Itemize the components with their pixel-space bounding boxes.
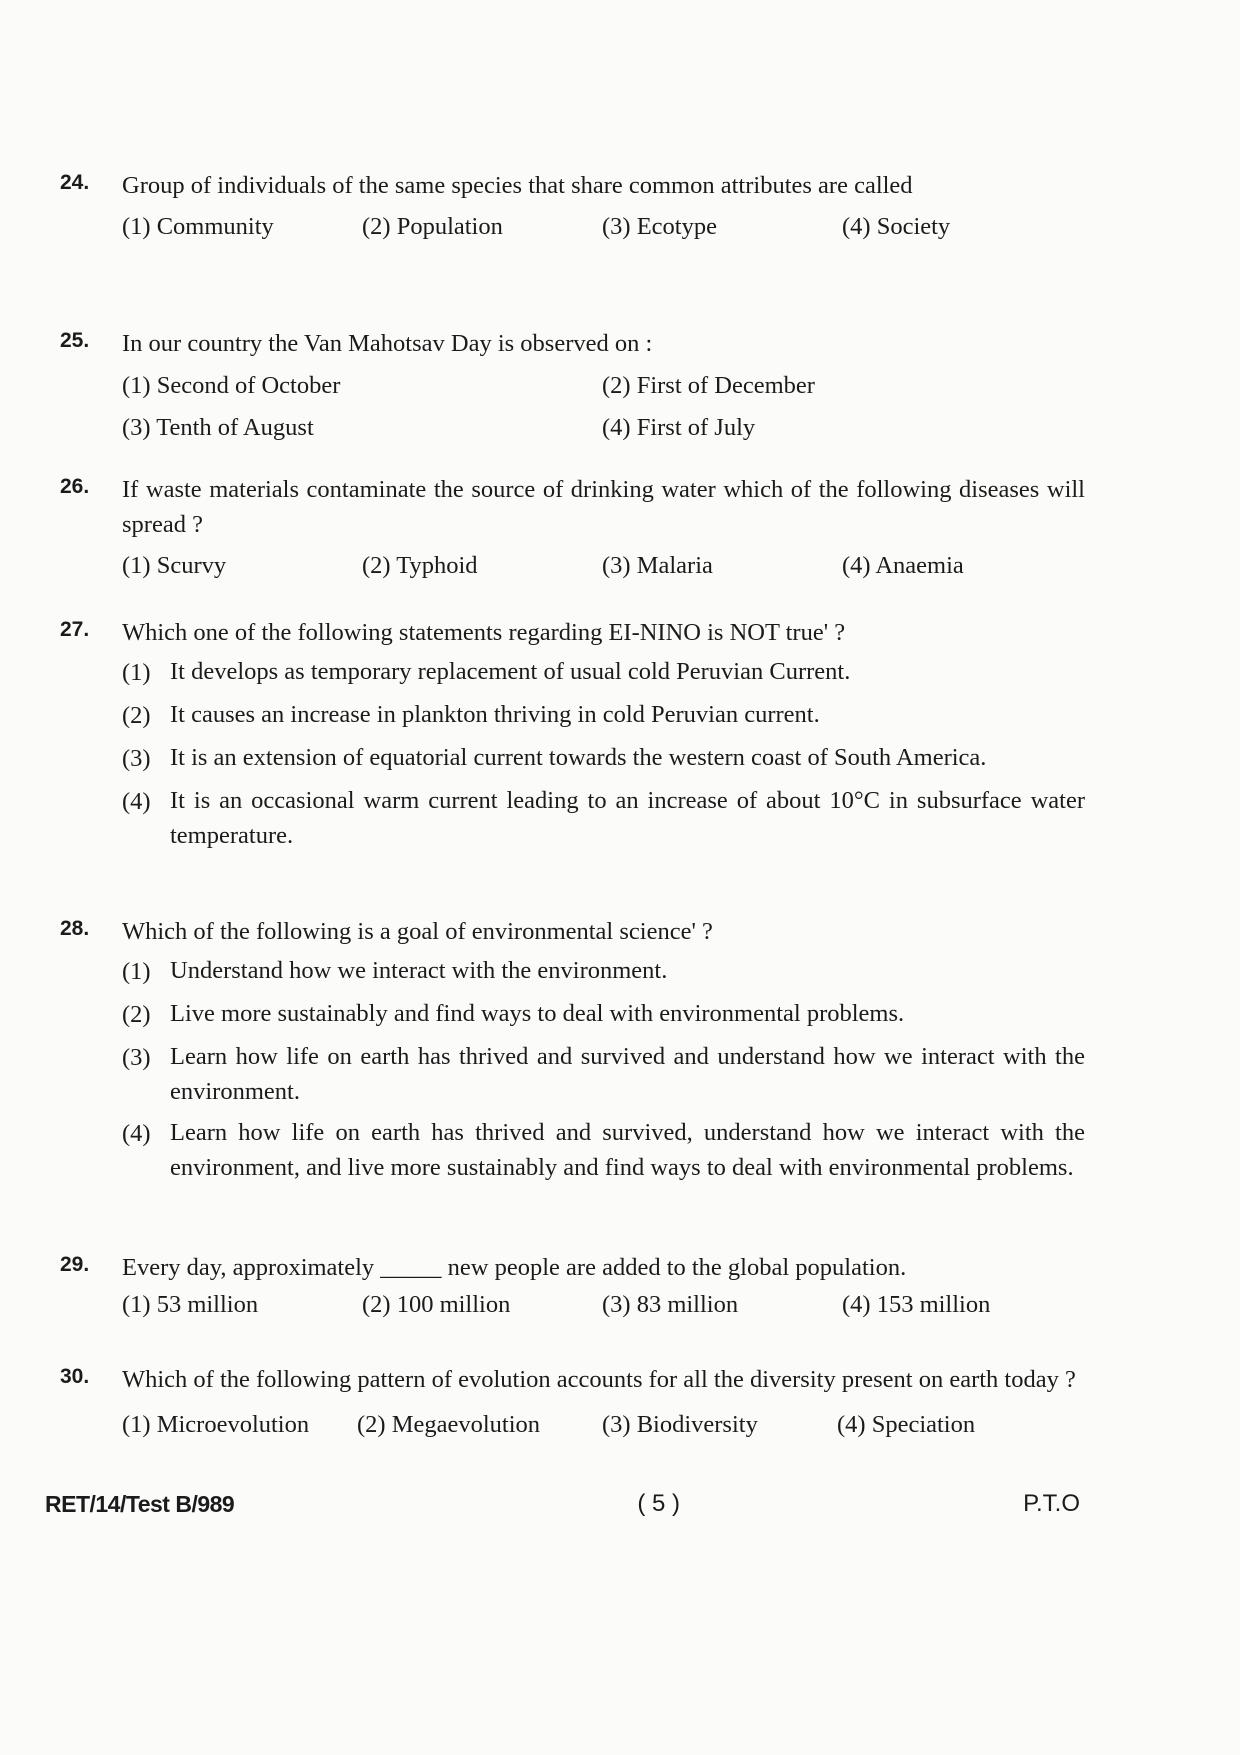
option-1: (1) Second of October [122,372,341,399]
question-number: 26. [60,475,90,498]
option-4: (4) Anaemia [842,552,964,579]
question-text: If waste materials contaminate the source of drinking water which of the following diseases will spread ? [122,476,1085,538]
question-number: 25. [60,329,90,352]
question-25 [60,326,1085,449]
options [122,207,1085,247]
question-number: 27. [60,618,90,641]
options [122,654,1085,853]
options [122,546,1085,586]
option-3: (3) 83 million [602,1291,739,1318]
option-3: (3) Ecotype [602,213,717,240]
option-2: (2) Typhoid [362,552,478,579]
option-1: (1) 53 million [122,1291,259,1318]
pto-label: P.T.O [1023,1490,1080,1517]
question-30 [60,1362,1085,1445]
question-text: Every day, approximately _____ new people are added to the global population. [122,1254,907,1281]
option-1: (1) Understand how we interact with the environment. [122,957,668,985]
option-3: (3) Malaria [602,552,713,579]
question-text: Which one of the following statements regarding EI-NINO is NOT true' ? [122,619,846,646]
question-number: 28. [60,917,90,940]
option-1: (1) Scurvy [122,552,227,579]
question-27 [60,615,1085,859]
page-number: ( 5 ) [637,1490,680,1517]
option-2: (2) Population [362,213,503,240]
question-text: In our country the Van Mahotsav Day is observed on : [122,330,653,357]
question-number: 24. [60,171,90,194]
option-4: (4) Society [842,213,951,240]
option-4: (4) Speciation [837,1411,976,1438]
option-3: (3) Biodiversity [602,1411,758,1438]
question-number: 30. [60,1365,90,1388]
question-text: Group of individuals of the same species that share common attributes are called [122,172,913,199]
option-4: (4) First of July [602,414,756,441]
option-1: (1) It develops as temporary replacement of usual cold Peruvian Current. [122,658,851,686]
question-28 [60,914,1085,1191]
question-26 [60,472,1085,586]
option-2: (2) First of December [602,372,815,399]
option-2: (2) It causes an increase in plankton thriving in cold Peruvian current. [122,701,820,729]
option-1: (1) Microevolution [122,1411,310,1438]
option-2: (2) Live more sustainably and find ways to deal with environmental problems. [122,1000,905,1028]
option-1: (1) Community [122,213,274,240]
option-3: (3) Learn how life on earth has thrived and survived and understand how we interact with the environment. [122,1043,1085,1105]
option-3: (3) Tenth of August [122,414,314,441]
option-4: (4) 153 million [842,1291,991,1318]
question-text: Which of the following is a goal of environmental science' ? [122,918,713,945]
options [122,1285,1085,1325]
test-code: RET/14/Test B/989 [45,1490,235,1517]
option-2: (2) Megaevolution [357,1411,541,1438]
question-24 [60,168,1085,247]
options [122,1405,1085,1445]
option-2: (2) 100 million [362,1291,511,1318]
question-29 [60,1250,1085,1325]
option-4: (4) It is an occasional warm current leading to an increase of about 10°C in subsurface water temperature. [122,787,1085,849]
options [122,365,1085,449]
option-3: (3) It is an extension of equatorial current towards the western coast of South America. [122,744,987,772]
question-number: 29. [60,1253,90,1276]
options [122,953,1085,1185]
option-4: (4) Learn how life on earth has thrived and survived, understand how we interact with the environment, and live more sustainably and find ways to deal with environmental problems. [122,1119,1085,1181]
question-text: Which of the following pattern of evolution accounts for all the diversity present on earth today ? [122,1366,1076,1393]
page-footer [45,1490,1080,1518]
